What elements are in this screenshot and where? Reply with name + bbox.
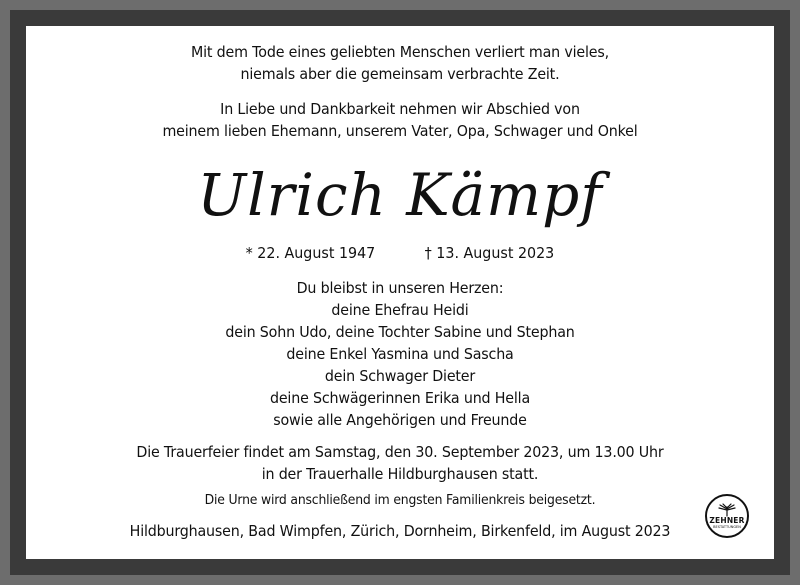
mourner-line: dein Schwager Dieter: [324, 367, 476, 385]
death-date: † 13. August 2023: [424, 244, 555, 262]
intro-line-3: In Liebe und Dankbarkeit nehmen wir Abschied von: [220, 100, 580, 118]
birth-date: * 22. August 1947: [245, 244, 376, 262]
logo-word: ZEHNER: [709, 516, 745, 525]
urn-note: Die Urne wird anschließend im engsten Familienkreis beigesetzt.: [204, 492, 596, 508]
intro-line-4: meinem lieben Ehemann, unserem Vater, Opa, Schwager und Onkel: [162, 122, 638, 140]
obituary-card: [26, 26, 774, 559]
ceremony-line-1: Die Trauerfeier findet am Samstag, den 30. September 2023, um 13.00 Uhr: [136, 443, 664, 461]
logo-subtitle: BESTATTUNGEN: [713, 525, 741, 529]
mourner-line: deine Ehefrau Heidi: [331, 301, 469, 319]
mourner-line: Du bleibst in unseren Herzen:: [296, 279, 504, 297]
mourner-line: deine Schwägerinnen Erika und Hella: [269, 389, 531, 407]
deceased-name: Ulrich Kämpf: [197, 161, 603, 229]
ceremony-line-2: in der Trauerhalle Hildburghausen statt.: [261, 465, 539, 483]
life-dates: [26, 244, 774, 262]
intro-line-1: Mit dem Tode eines geliebten Menschen verliert man vieles,: [191, 43, 609, 61]
mourner-line: dein Sohn Udo, deine Tochter Sabine und Stephan: [225, 323, 575, 341]
intro-line-2: niemals aber die gemeinsam verbrachte Zeit.: [240, 65, 560, 83]
mourner-line: sowie alle Angehörigen und Freunde: [273, 411, 527, 429]
mourner-line: deine Enkel Yasmina und Sascha: [286, 345, 514, 363]
palm-leaf-icon: [716, 503, 738, 517]
funeral-home-logo: [705, 494, 749, 538]
closing-places: Hildburghausen, Bad Wimpfen, Zürich, Dornheim, Birkenfeld, im August 2023: [129, 522, 671, 540]
